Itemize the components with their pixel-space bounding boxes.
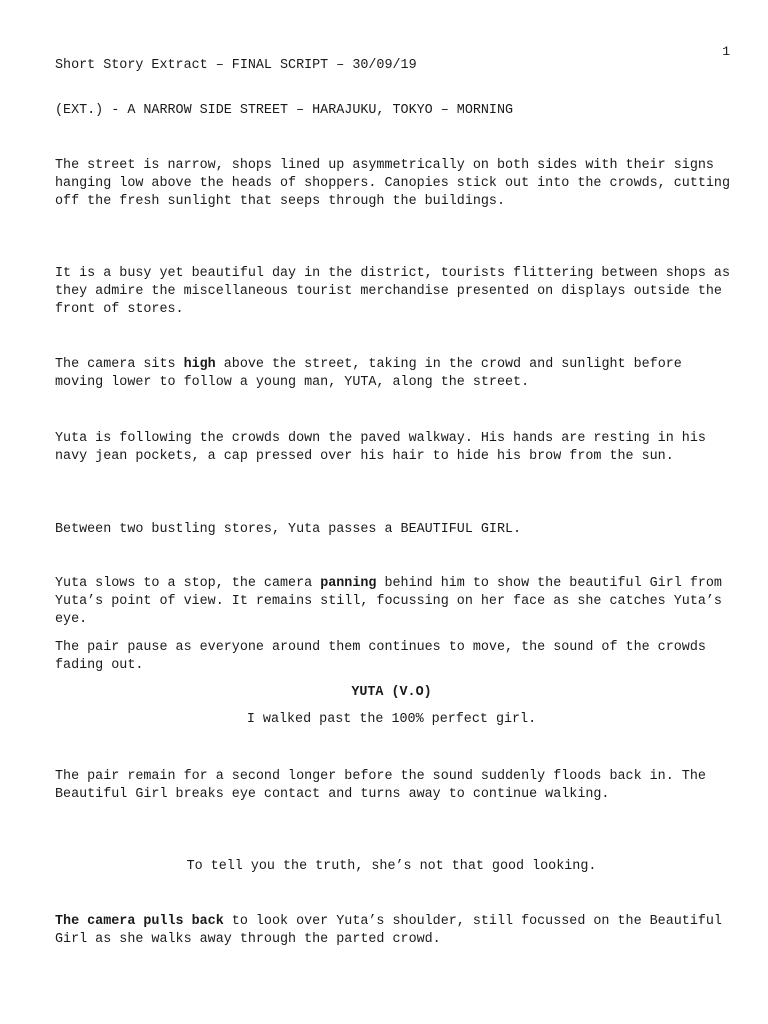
p6-text-after: behind him to show the beautiful Girl from Yuta’s point of view. It remains still, focussing on her face as she catches Yuta’s eye.	[55, 576, 722, 628]
character-cue-yuta: YUTA (V.O)	[351, 685, 432, 700]
action-paragraph-2: It is a busy yet beautiful day in the district, tourists flittering between shops as they admire the miscellaneous tourist merchandise presented on displays outside the front of stores.	[55, 266, 730, 318]
script-title-line: Short Story Extract – FINAL SCRIPT – 30/09/19	[55, 58, 417, 73]
action-paragraph-3	[55, 356, 735, 392]
action-paragraph-5: Between two bustling stores, Yuta passes a BEAUTIFUL GIRL.	[55, 522, 522, 537]
p9-text-after: to look over Yuta’s shoulder, still focussed on the Beautiful Girl as she walks away through the parted crowd.	[55, 914, 722, 948]
scene-slugline: (EXT.) - A NARROW SIDE STREET – HARAJUKU, TOKYO – MORNING	[55, 103, 514, 118]
p3-text-before: The camera sits	[55, 357, 184, 372]
action-paragraph-9	[55, 913, 735, 949]
action-paragraph-1: The street is narrow, shops lined up asymmetrically on both sides with their signs hanging low above the heads of shoppers. Canopies stick out into the crowds, cutting off the fresh sunlight that seeps through the buildings.	[55, 158, 730, 210]
action-paragraph-7: The pair pause as everyone around them continues to move, the sound of the crowds fading out.	[55, 640, 706, 674]
action-paragraph-6	[55, 575, 735, 629]
p3-bold-high: high	[183, 357, 216, 372]
action-paragraph-4: Yuta is following the crowds down the paved walkway. His hands are resting in his navy jean pockets, a cap pressed over his hair to hide his brow from the sun.	[55, 431, 706, 465]
dialogue-line-2: To tell you the truth, she’s not that good looking.	[186, 859, 597, 874]
p6-bold-panning: panning	[320, 576, 377, 591]
dialogue-line-1: I walked past the 100% perfect girl.	[246, 712, 537, 727]
p9-bold-camera-pulls-back: The camera pulls back	[55, 914, 224, 929]
page-number: 1	[722, 44, 730, 59]
action-paragraph-8: The pair remain for a second longer before the sound suddenly floods back in. The Beautiful Girl breaks eye contact and turns away to continue walking.	[55, 769, 706, 803]
p6-text-before: Yuta slows to a stop, the camera	[55, 576, 321, 591]
p3-text-after: above the street, taking in the crowd and sunlight before moving lower to follow a young man, YUTA, along the street.	[55, 357, 682, 391]
